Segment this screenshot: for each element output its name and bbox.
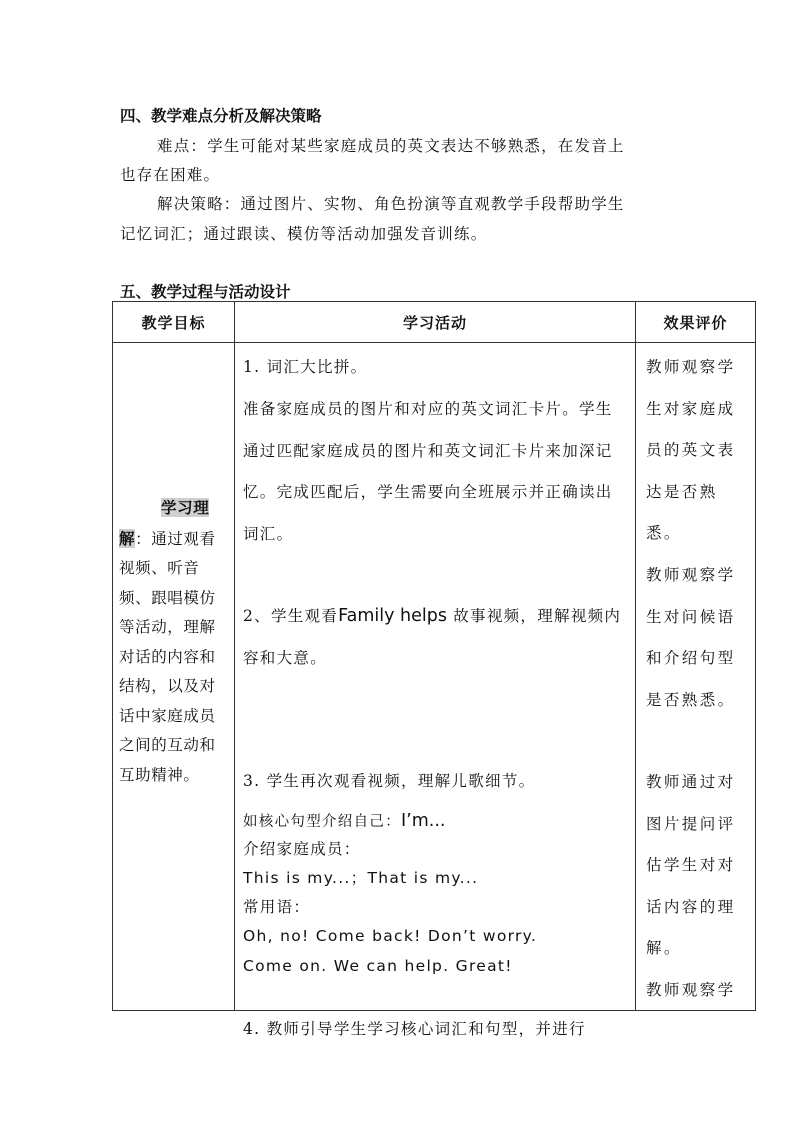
activity-2-prefix: 2、学生观看 (243, 607, 339, 625)
section4-heading: 四、教学难点分析及解决策略 (120, 106, 322, 125)
goal-cell (113, 343, 235, 1011)
activity-3-common-en1: Oh, no! Come back! Don’t worry. (243, 927, 538, 945)
evaluation-3: 教师通过对图片提问评估学生对对话内容的理解。 (646, 773, 736, 957)
table-row (113, 343, 756, 1011)
activity-3-core-prefix: 如核心句型介绍自己： (243, 814, 401, 830)
activity-2-suffix: 故事视频，理解视频内容和大意。 (243, 607, 622, 667)
activity-3-common-label: 常用语： (243, 898, 311, 916)
activity-2-en: Family helps (338, 606, 447, 626)
goal-description: ：通过观看视频、听音频、跟唱模仿等活动，理解对话的内容和结构，以及对话中家庭成员之间的互动和互助精神。 (119, 529, 216, 784)
activity-1-title: 1. 词汇大比拼。 (243, 358, 368, 376)
activity-3-title: 3. 学生再次观看视频，理解儿歌细节。 (243, 772, 536, 790)
header-teaching-goal: 教学目标 (113, 302, 235, 343)
activity-3-common-en2: Come on. We can help. Great! (243, 957, 513, 975)
difficulty-line2: 也存在困难。 (120, 166, 221, 184)
difficulty-line1: 难点：学生可能对某些家庭成员的英文表达不够熟悉，在发音上 (157, 137, 625, 155)
section5-heading: 五、教学过程与活动设计 (120, 282, 291, 301)
activity-3-family-label: 介绍家庭成员： (243, 840, 361, 858)
evaluation-1: 教师观察学生对家庭成员的英文表达是否熟悉。 (646, 358, 736, 542)
table-header-row (113, 302, 756, 343)
activity-3-core (243, 809, 628, 834)
evaluation-2: 教师观察学生对问候语和介绍句型是否熟悉。 (646, 566, 736, 709)
evaluation-cell (636, 343, 756, 1011)
strategy-line1: 解决策略：通过图片、实物、角色扮演等直观教学手段帮助学生 (157, 195, 625, 213)
activities-cell (235, 343, 636, 1038)
activity-3-core-en: I’m... (401, 811, 446, 831)
activity-3-family-en: This is my...；That is my... (243, 869, 479, 887)
header-effect-evaluation: 效果评价 (636, 302, 756, 343)
activity-1-text: 准备家庭成员的图片和对应的英文词汇卡片。学生通过匹配家庭成员的图片和英文词汇卡片来加深记忆。完成匹配后，学生需要向全班展示并正确读出词汇。 (243, 400, 613, 543)
strategy-line2: 记忆词汇；通过跟读、模仿等活动加强发音训练。 (120, 225, 488, 243)
activity-2 (243, 596, 628, 679)
header-learning-activity: 学习活动 (235, 302, 636, 343)
activity-4-title: 4. 教师引导学生学习核心词汇和句型，并进行 (243, 1020, 586, 1038)
goal-highlight: 学习理解 (119, 498, 210, 548)
goal-text (119, 493, 231, 790)
evaluation-4: 教师观察学 (646, 981, 736, 999)
teaching-process-table (112, 301, 756, 1038)
